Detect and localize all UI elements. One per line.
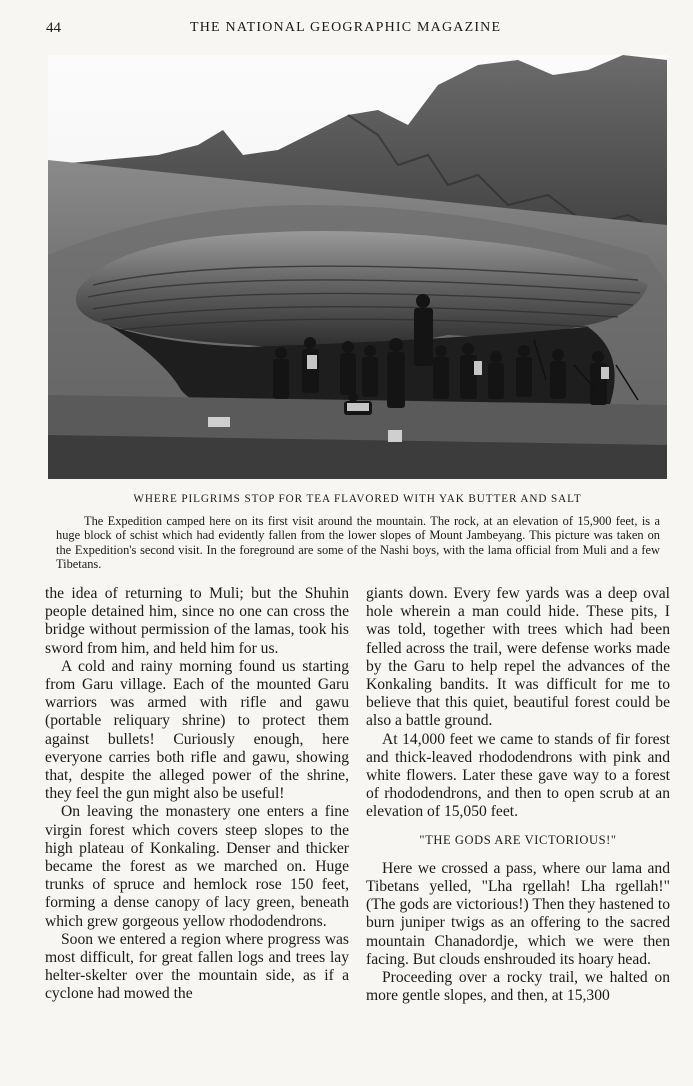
photo-pilgrims-rock bbox=[48, 55, 667, 479]
section-subhead: "THE GODS ARE VICTORIOUS!" bbox=[419, 832, 617, 847]
paragraph: A cold and rainy morning found us starting from Garu village. Each of the mounted Garu warriors was armed with rifle and gawu (portable reliquary shrine) to protect them against bullets! Curiously enough, here everyone carries both rifle and gawu, showing that, despite the alleged power of the shrine, they feel the gun might also be useful! bbox=[45, 657, 349, 803]
caption-title: WHERE PILGRIMS STOP FOR TEA FLAVORED WITH YAK BUTTER AND SALT bbox=[133, 493, 582, 505]
paragraph: On leaving the monastery one enters a fine virgin forest which covers steep slopes to the high plateau of Konkaling. Denser and thicker became the forest as we marched on. Huge trunks of spruce and hemlock rose 150 feet, forming a dense canopy of lacy green, beneath which grew gorgeous yellow rhododendrons. bbox=[45, 803, 349, 930]
paragraph: giants down. Every few yards was a deep oval hole wherein a man could hide. These pits, I was told, together with trees which had been felled across the trail, were defense works made by the Garu to help repel the advances of the Konkaling bandits. It was difficult for me to believe that this quiet, beautiful forest could be also a battle ground. bbox=[366, 585, 670, 730]
page-header bbox=[0, 18, 693, 42]
paragraph: the idea of returning to Muli; but the Shuhin people detained him, since no one can cross the bridge without permission of the lamas, took his sword from him, and held him for us. bbox=[45, 585, 349, 657]
paragraph: Soon we entered a region where progress was most difficult, for great fallen logs and trees lay helter-skelter over the mountain side, as if a cyclone had mowed the bbox=[45, 930, 349, 1003]
left-column bbox=[45, 585, 349, 1004]
right-column bbox=[366, 585, 670, 1005]
running-head: THE NATIONAL GEOGRAPHIC MAGAZINE bbox=[190, 20, 502, 35]
paragraph: At 14,000 feet we came to stands of fir forest and thick-leaved rhododendrons with pink and white flowers. Later these gave way to a forest of rhododendrons, and then to open scrub at an elevation of 15,050 feet. bbox=[366, 730, 670, 821]
page-number: 44 bbox=[46, 20, 61, 36]
paragraph: Here we crossed a pass, where our lama and Tibetans yelled, "Lha rgellah! Lha rgellah!" (The gods are victorious!) Then they hastened to burn juniper twigs as an offering to the sacred mountain Chanadordje, which we were then facing. But clouds enshrouded its hoary head. bbox=[366, 859, 670, 968]
caption-body: The Expedition camped here on its first visit around the mountain. The rock, at an elevation of 15,900 feet, is a huge block of schist which had evidently fallen from the lower slopes of Mount Jambeyang. This picture was taken on the Expedition's second visit. In the foreground are some of the Nashi boys, with the lama official from Muli and a few Tibetans. bbox=[56, 514, 660, 572]
paragraph: Proceeding over a rocky trail, we halted on more gentle slopes, and then, at 15,300 bbox=[366, 969, 670, 1005]
